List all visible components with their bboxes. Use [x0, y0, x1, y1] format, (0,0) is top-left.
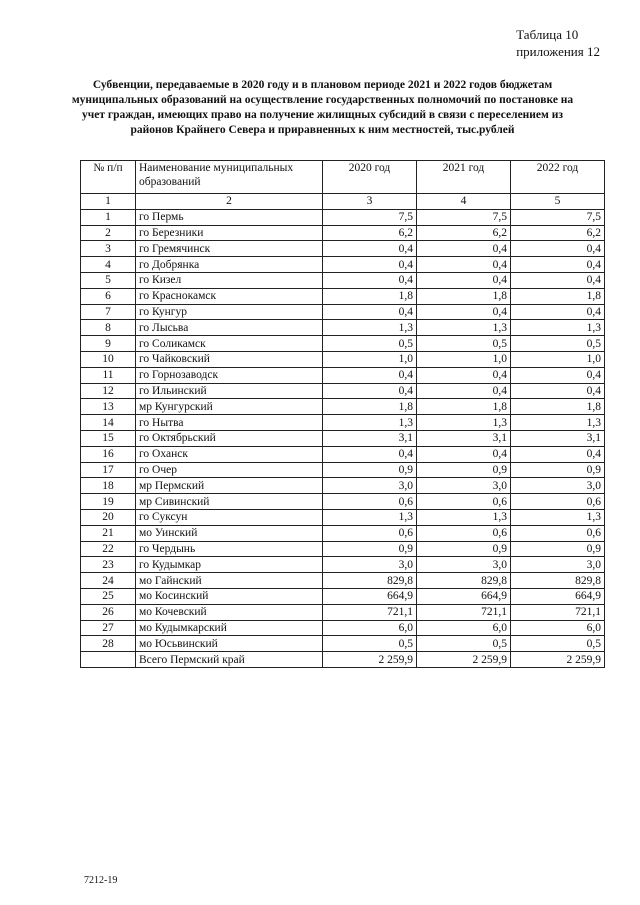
value-2022: 6,2 — [511, 225, 605, 241]
value-2020: 1,3 — [323, 415, 417, 431]
municipality-name: го Чайковский — [136, 351, 323, 367]
value-2021: 6,0 — [417, 620, 511, 636]
row-number: 25 — [81, 588, 136, 604]
table-row — [81, 462, 605, 478]
col-index: 4 — [417, 194, 511, 210]
table-row — [81, 430, 605, 446]
value-2020: 1,3 — [323, 509, 417, 525]
row-number: 1 — [81, 209, 136, 225]
municipality-name: го Кунгур — [136, 304, 323, 320]
value-2021: 3,1 — [417, 430, 511, 446]
value-2020: 0,6 — [323, 525, 417, 541]
municipality-name: го Пермь — [136, 209, 323, 225]
municipality-name: мо Косинский — [136, 588, 323, 604]
value-2020: 0,4 — [323, 446, 417, 462]
municipality-name: мо Юсьвинский — [136, 636, 323, 652]
municipality-name: мо Уинский — [136, 525, 323, 541]
value-2021: 0,4 — [417, 304, 511, 320]
table-number: Таблица 10 — [516, 27, 579, 42]
row-number: 2 — [81, 225, 136, 241]
municipality-name: го Горнозаводск — [136, 367, 323, 383]
value-2021: 664,9 — [417, 588, 511, 604]
total-label: Всего Пермский край — [136, 652, 323, 668]
municipality-name: го Лысьва — [136, 320, 323, 336]
value-2021: 3,0 — [417, 557, 511, 573]
value-2022: 7,5 — [511, 209, 605, 225]
value-2021: 1,3 — [417, 415, 511, 431]
value-2020: 1,8 — [323, 399, 417, 415]
municipality-name: го Нытва — [136, 415, 323, 431]
table-row — [81, 383, 605, 399]
value-2020: 0,5 — [323, 336, 417, 352]
value-2020: 1,0 — [323, 351, 417, 367]
row-number: 19 — [81, 494, 136, 510]
table-body — [81, 209, 605, 651]
value-2021: 0,4 — [417, 241, 511, 257]
table-row — [81, 588, 605, 604]
value-2020: 0,9 — [323, 462, 417, 478]
value-2021: 0,6 — [417, 525, 511, 541]
table-row — [81, 320, 605, 336]
table-row — [81, 241, 605, 257]
table-row — [81, 304, 605, 320]
value-2022: 1,0 — [511, 351, 605, 367]
table-row — [81, 415, 605, 431]
value-2022: 0,5 — [511, 636, 605, 652]
value-2021: 0,4 — [417, 367, 511, 383]
municipality-name: го Очер — [136, 462, 323, 478]
municipality-name: го Оханск — [136, 446, 323, 462]
value-2022: 0,4 — [511, 367, 605, 383]
row-number: 26 — [81, 604, 136, 620]
municipality-name: го Гремячинск — [136, 241, 323, 257]
row-number: 10 — [81, 351, 136, 367]
col-index: 3 — [323, 194, 417, 210]
table-row — [81, 525, 605, 541]
value-2022: 0,9 — [511, 541, 605, 557]
value-2020: 0,6 — [323, 494, 417, 510]
value-2020: 829,8 — [323, 573, 417, 589]
row-number: 8 — [81, 320, 136, 336]
municipality-name: го Добрянка — [136, 257, 323, 273]
value-2020: 0,5 — [323, 636, 417, 652]
value-2021: 0,4 — [417, 257, 511, 273]
table-row — [81, 336, 605, 352]
value-2021: 1,8 — [417, 288, 511, 304]
municipality-name: мр Сивинский — [136, 494, 323, 510]
value-2022: 3,1 — [511, 430, 605, 446]
value-2021: 0,4 — [417, 383, 511, 399]
value-2020: 0,4 — [323, 304, 417, 320]
value-2020: 664,9 — [323, 588, 417, 604]
row-number: 24 — [81, 573, 136, 589]
table-row — [81, 367, 605, 383]
total-number — [81, 652, 136, 668]
column-index-row — [81, 194, 605, 210]
value-2021: 0,5 — [417, 336, 511, 352]
table-row — [81, 541, 605, 557]
col-index: 2 — [136, 194, 323, 210]
col-index: 5 — [511, 194, 605, 210]
value-2020: 0,4 — [323, 272, 417, 288]
value-2021: 6,2 — [417, 225, 511, 241]
row-number: 5 — [81, 272, 136, 288]
value-2022: 664,9 — [511, 588, 605, 604]
table-row — [81, 494, 605, 510]
value-2020: 0,4 — [323, 367, 417, 383]
municipality-name: мр Кунгурский — [136, 399, 323, 415]
value-2020: 3,0 — [323, 557, 417, 573]
value-2021: 1,8 — [417, 399, 511, 415]
row-number: 27 — [81, 620, 136, 636]
table-row — [81, 620, 605, 636]
value-2020: 3,0 — [323, 478, 417, 494]
value-2022: 3,0 — [511, 557, 605, 573]
col-header-name: Наименование муниципальных образований — [136, 161, 323, 194]
col-index: 1 — [81, 194, 136, 210]
col-header-number: № п/п — [81, 161, 136, 194]
total-2020: 2 259,9 — [323, 652, 417, 668]
row-number: 14 — [81, 415, 136, 431]
subventions-table — [80, 160, 605, 668]
row-number: 23 — [81, 557, 136, 573]
value-2022: 1,3 — [511, 509, 605, 525]
total-2022: 2 259,9 — [511, 652, 605, 668]
value-2022: 6,0 — [511, 620, 605, 636]
row-number: 7 — [81, 304, 136, 320]
municipality-name: го Соликамск — [136, 336, 323, 352]
value-2022: 0,6 — [511, 494, 605, 510]
row-number: 17 — [81, 462, 136, 478]
municipality-name: го Октябрьский — [136, 430, 323, 446]
table-row — [81, 399, 605, 415]
value-2022: 0,4 — [511, 241, 605, 257]
row-number: 3 — [81, 241, 136, 257]
value-2020: 721,1 — [323, 604, 417, 620]
value-2021: 0,4 — [417, 272, 511, 288]
value-2020: 6,0 — [323, 620, 417, 636]
municipality-name: го Ильинский — [136, 383, 323, 399]
municipality-name: мо Кочевский — [136, 604, 323, 620]
municipality-name: го Кудымкар — [136, 557, 323, 573]
municipality-name: мо Гайнский — [136, 573, 323, 589]
value-2022: 721,1 — [511, 604, 605, 620]
row-number: 18 — [81, 478, 136, 494]
municipality-name: го Суксун — [136, 509, 323, 525]
row-number: 21 — [81, 525, 136, 541]
value-2021: 1,3 — [417, 509, 511, 525]
row-number: 9 — [81, 336, 136, 352]
value-2020: 6,2 — [323, 225, 417, 241]
table-row — [81, 509, 605, 525]
value-2022: 1,8 — [511, 288, 605, 304]
municipality-name: мр Пермский — [136, 478, 323, 494]
table-row — [81, 351, 605, 367]
value-2021: 1,3 — [417, 320, 511, 336]
value-2021: 0,5 — [417, 636, 511, 652]
value-2020: 0,4 — [323, 383, 417, 399]
table-header-row — [81, 161, 605, 194]
value-2021: 0,9 — [417, 462, 511, 478]
value-2022: 0,4 — [511, 383, 605, 399]
value-2022: 0,4 — [511, 446, 605, 462]
row-number: 15 — [81, 430, 136, 446]
table-row — [81, 272, 605, 288]
value-2021: 3,0 — [417, 478, 511, 494]
value-2022: 0,4 — [511, 272, 605, 288]
row-number: 6 — [81, 288, 136, 304]
value-2021: 0,6 — [417, 494, 511, 510]
value-2021: 1,0 — [417, 351, 511, 367]
municipality-name: мо Кудымкарский — [136, 620, 323, 636]
row-number: 13 — [81, 399, 136, 415]
municipality-name: го Чердынь — [136, 541, 323, 557]
document-code: 7212-19 — [84, 875, 118, 886]
value-2021: 829,8 — [417, 573, 511, 589]
total-2021: 2 259,9 — [417, 652, 511, 668]
table-row — [81, 288, 605, 304]
value-2020: 1,3 — [323, 320, 417, 336]
row-number: 12 — [81, 383, 136, 399]
value-2022: 3,0 — [511, 478, 605, 494]
col-header-2022: 2022 год — [511, 161, 605, 194]
total-row — [81, 652, 605, 668]
table-row — [81, 446, 605, 462]
value-2022: 0,4 — [511, 304, 605, 320]
col-header-2021: 2021 год — [417, 161, 511, 194]
value-2022: 829,8 — [511, 573, 605, 589]
value-2022: 1,8 — [511, 399, 605, 415]
value-2020: 3,1 — [323, 430, 417, 446]
row-number: 16 — [81, 446, 136, 462]
table-reference — [516, 26, 600, 60]
table-row — [81, 257, 605, 273]
value-2020: 0,4 — [323, 241, 417, 257]
document-title: Субвенции, передаваемые в 2020 году и в плановом периоде 2021 и 2022 годов бюджетам муниципальных образований на осуществление государственных полномочий по постановке на учет граждан, имеющих право на получение жилищных субсидий в связи с переселением из районов Крайнего Севера и приравненных к ним местностей, тыс.рублей — [71, 79, 574, 136]
value-2022: 0,5 — [511, 336, 605, 352]
row-number: 20 — [81, 509, 136, 525]
value-2022: 0,9 — [511, 462, 605, 478]
value-2021: 721,1 — [417, 604, 511, 620]
row-number: 11 — [81, 367, 136, 383]
municipality-name: го Кизел — [136, 272, 323, 288]
col-header-2020: 2020 год — [323, 161, 417, 194]
row-number: 28 — [81, 636, 136, 652]
municipality-name: го Березники — [136, 225, 323, 241]
table-row — [81, 478, 605, 494]
value-2021: 7,5 — [417, 209, 511, 225]
row-number: 22 — [81, 541, 136, 557]
table-row — [81, 604, 605, 620]
table-row — [81, 225, 605, 241]
value-2020: 1,8 — [323, 288, 417, 304]
value-2022: 0,4 — [511, 257, 605, 273]
value-2022: 1,3 — [511, 320, 605, 336]
value-2021: 0,9 — [417, 541, 511, 557]
value-2022: 1,3 — [511, 415, 605, 431]
table-row — [81, 573, 605, 589]
value-2020: 0,4 — [323, 257, 417, 273]
table-row — [81, 557, 605, 573]
municipality-name: го Краснокамск — [136, 288, 323, 304]
value-2022: 0,6 — [511, 525, 605, 541]
value-2020: 0,9 — [323, 541, 417, 557]
value-2021: 0,4 — [417, 446, 511, 462]
table-row — [81, 209, 605, 225]
value-2020: 7,5 — [323, 209, 417, 225]
table-row — [81, 636, 605, 652]
row-number: 4 — [81, 257, 136, 273]
appendix-number: приложения 12 — [516, 44, 600, 59]
